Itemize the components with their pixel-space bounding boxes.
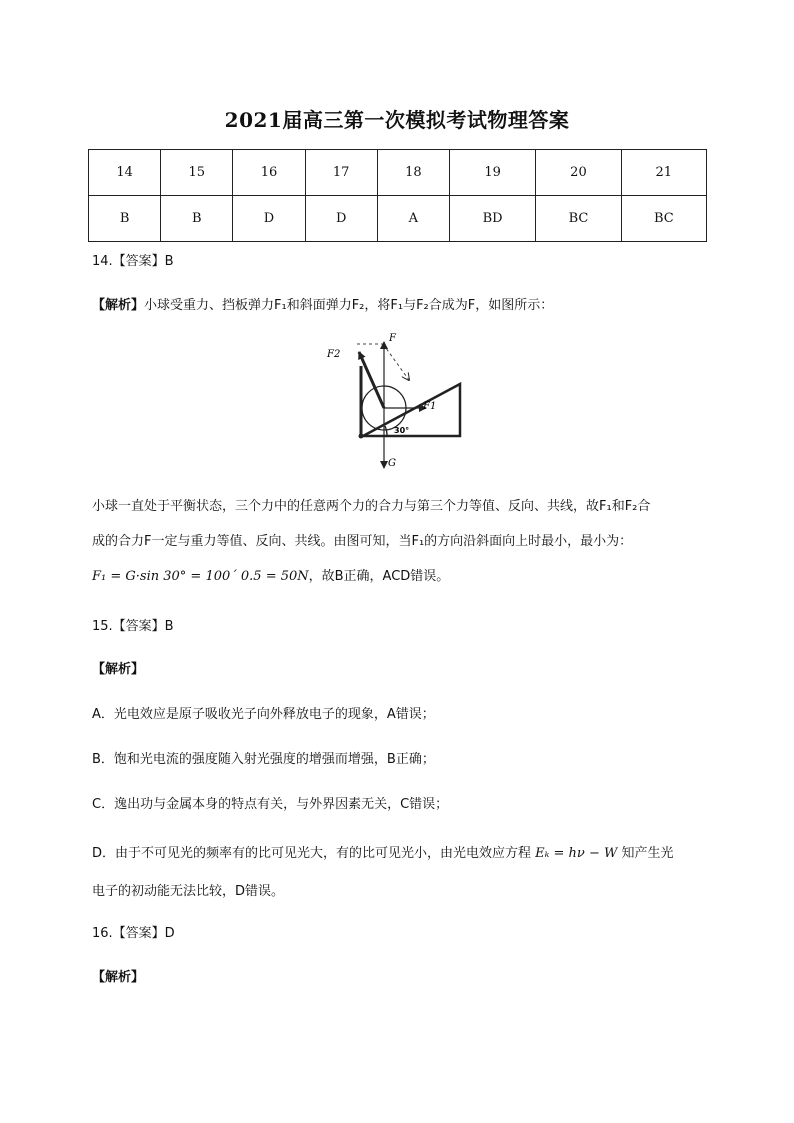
answer-cell: A [377, 196, 449, 242]
question-number: 17 [305, 150, 377, 196]
question-number: 21 [621, 150, 706, 196]
label-G: G [388, 458, 396, 469]
q14-para2: 成的合力F一定与重力等值、反向、共线。由图可知，当F₁的方向沿斜面向上时最小，最小为： [92, 534, 633, 549]
formula: F₁ = G·sin 30° = 100´ 0.5 = 50N [92, 569, 309, 584]
answer-cell: BC [621, 196, 706, 242]
q14-answer-line: 14.【答案】B [92, 254, 174, 269]
q15-option-b: B．饱和光电流的强度随入射光强度的增强而增强，B正确； [92, 752, 435, 767]
q15-option-c: C．逸出功与金属本身的特点有关，与外界因素无关，C错误； [92, 797, 449, 812]
force-diagram [323, 330, 468, 472]
question-number: 14 [89, 150, 161, 196]
analysis-label: 【解析】 [92, 298, 145, 313]
answer-cell: BC [536, 196, 621, 242]
question-number: 19 [449, 150, 535, 196]
q15-option-d-cont: 电子的初动能无法比较，D错误。 [92, 884, 285, 899]
question-number: 20 [536, 150, 621, 196]
label-F: F [389, 333, 396, 344]
question-number: 16 [233, 150, 305, 196]
analysis-text: 小球受重力、挡板弹力F₁和斜面弹力F₂，将F₁与F₂合成为F，如图所示： [144, 298, 554, 313]
page-title: 2021届高三第一次模拟考试物理答案 [224, 108, 570, 132]
label-F2: F2 [327, 349, 341, 360]
q15-option-a: A．光电效应是原子吸收光子向外释放电子的现象，A错误； [92, 707, 435, 722]
angle-label: 30° [394, 426, 410, 435]
answer-cell: B [161, 196, 233, 242]
q14-para1: 小球一直处于平衡状态，三个力中的任意两个力的合力与第三个力等值、反向、共线，故F₁和F₂合 [92, 499, 651, 514]
formula-tail: ，故B正确，ACD错误。 [308, 569, 450, 584]
q15-analysis-label [92, 658, 144, 677]
q14-formula-line [92, 565, 449, 584]
q14-analysis [92, 294, 553, 313]
q16-answer-line: 16.【答案】D [92, 926, 175, 941]
answer-cell: D [305, 196, 377, 242]
question-number: 15 [161, 150, 233, 196]
q15-option-d [92, 842, 674, 861]
analysis-label: 【解析】 [92, 662, 145, 677]
option-d-tail: 知产生光 [621, 846, 674, 861]
analysis-label: 【解析】 [92, 970, 145, 985]
answer-cell: BD [449, 196, 535, 242]
answer-cell: D [233, 196, 305, 242]
q15-answer-line: 15.【答案】B [92, 619, 174, 634]
question-number: 18 [377, 150, 449, 196]
label-F1: F1 [423, 401, 437, 412]
answer-table [88, 149, 707, 242]
table-row [89, 150, 707, 196]
table-row [89, 196, 707, 242]
option-d-text: D．由于不可见光的频率有的比可见光大，有的比可见光小，由光电效应方程 [92, 846, 532, 861]
photoelectric-formula: Eₖ = hν − W [535, 846, 618, 861]
q16-analysis-label [92, 966, 144, 985]
answer-cell: B [89, 196, 161, 242]
